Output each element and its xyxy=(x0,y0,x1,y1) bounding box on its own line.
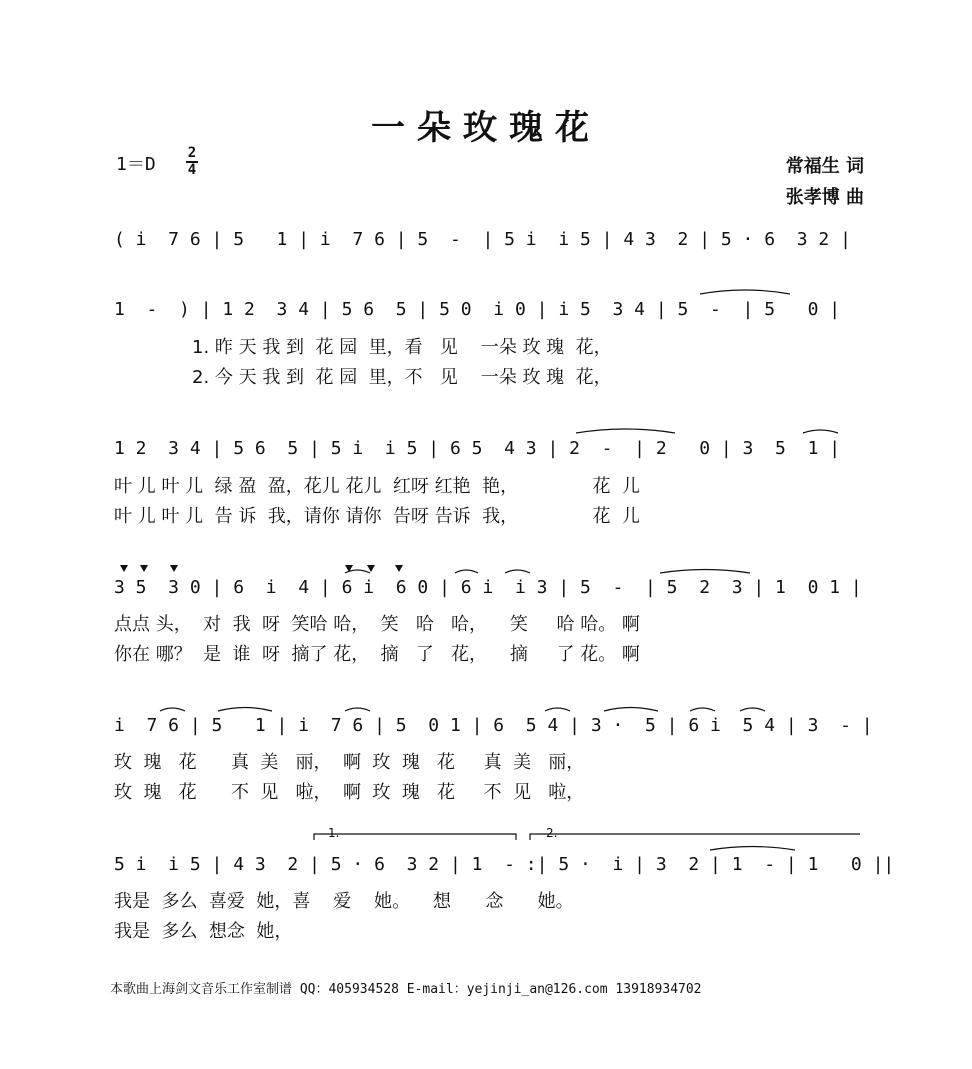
score-row-5: i 7 6 | 5 1 | i 7 6 | 5 0 1 | 6 5 4 | 3 · 5 | 6 i 5 4 | 3 - | xyxy=(114,715,873,736)
lyric-verse2-row3: 叶 儿 叶 儿 告 诉 我，请你 请你 告呀 告诉 我， 花 儿 xyxy=(114,506,640,527)
volta-1-label: 1. xyxy=(328,826,340,840)
accent-5 xyxy=(367,565,375,572)
slur-row5c xyxy=(345,708,370,711)
lyric-verse1-row6: 我是 多么 喜爱 她，喜 爱 她。 想 念 她。 xyxy=(114,891,574,912)
slur-row4d xyxy=(660,570,750,574)
score-row-3: 1 2 3 4 | 5 6 5 | 5 i i 5 | 6 5 4 3 | 2 - | 2 0 | 3 5 1 | xyxy=(114,438,841,459)
lyric-verse2-row4: 你在 哪？ 是 谁 呀 摘了 花， 摘 了 花， 摘 了 花。 啊 xyxy=(114,644,640,665)
slur-row6 xyxy=(710,847,795,851)
footer-credits: 本歌曲上海剑文音乐工作室制谱 QQ：405934528 E-mail：yejinji_an@126.com 13918934702 xyxy=(110,982,702,997)
volta-2-bracket xyxy=(530,834,860,840)
slur-row4c xyxy=(505,570,530,573)
lyricist-credit: 常福生 词 xyxy=(785,156,864,177)
lyric-verse2-row6: 我是 多么 想念 她， xyxy=(114,921,293,942)
lyric-verse1-row2: 1. 昨 天 我 到 花 园 里，看 见 一朵 玫 瑰 花， xyxy=(192,337,612,358)
meter-bottom: 4 xyxy=(187,162,197,178)
slur-row5e xyxy=(604,708,658,712)
score-row-2: 1 - ) | 1 2 3 4 | 5 6 5 | 5 0 i 0 | i 5 3 4 | 5 - | 5 0 | xyxy=(114,299,841,320)
score-row-6: 5 i i 5 | 4 3 2 | 5 · 6 3 2 | 1 - :| 5 · i | 3 2 | 1 - | 1 0 || xyxy=(114,854,895,875)
composer-credit: 张孝博 曲 xyxy=(785,187,864,208)
slur-row5b xyxy=(218,708,272,712)
score-row-1: ( i 7 6 | 5 1 | i 7 6 | 5 - | 5 i i 5 | 4 3 2 | 5 · 6 3 2 | xyxy=(114,229,851,250)
volta-1-bracket xyxy=(314,834,516,840)
lyric-verse2-row5: 玫 瑰 花 不 见 啦， 啊 玫 瑰 花 不 见 啦， xyxy=(114,782,585,803)
song-title: 一朵玫瑰花 xyxy=(371,108,601,148)
key-signature: 1＝D xyxy=(116,154,156,175)
lyric-verse1-row4: 点点 头， 对 我 呀 笑哈 哈， 笑 哈 哈， 笑 哈 哈。 啊 xyxy=(114,614,640,635)
lyric-verse1-row5: 玫 瑰 花 真 美 丽， 啊 玫 瑰 花 真 美 丽， xyxy=(114,752,585,773)
lyric-verse2-row2: 2. 今 天 我 到 花 园 里，不 见 一朵 玫 瑰 花， xyxy=(192,367,612,388)
slur-row5a xyxy=(160,708,185,711)
meter-top: 2 xyxy=(187,145,197,161)
lyric-verse1-row3: 叶 儿 叶 儿 绿 盈 盈，花儿 花儿 红呀 红艳 艳， 花 儿 xyxy=(114,476,640,497)
slur-row4b xyxy=(455,570,478,573)
accent-2 xyxy=(140,565,148,572)
accent-1 xyxy=(120,565,128,572)
score-row-4: 3 5 3 0 | 6 i 4 | 6 i 6 0 | 6 i i 3 | 5 - | 5 2 3 | 1 0 1 | xyxy=(114,577,862,598)
volta-2-label: 2. xyxy=(546,826,558,840)
slur-row5f xyxy=(690,708,715,711)
accent-3 xyxy=(170,565,178,572)
accent-6 xyxy=(395,565,403,572)
slur-row3 xyxy=(576,429,675,433)
slur-row5d xyxy=(545,708,570,711)
slur-row3b xyxy=(803,430,838,433)
slur-row2 xyxy=(700,290,790,294)
slur-row5g xyxy=(740,708,765,711)
